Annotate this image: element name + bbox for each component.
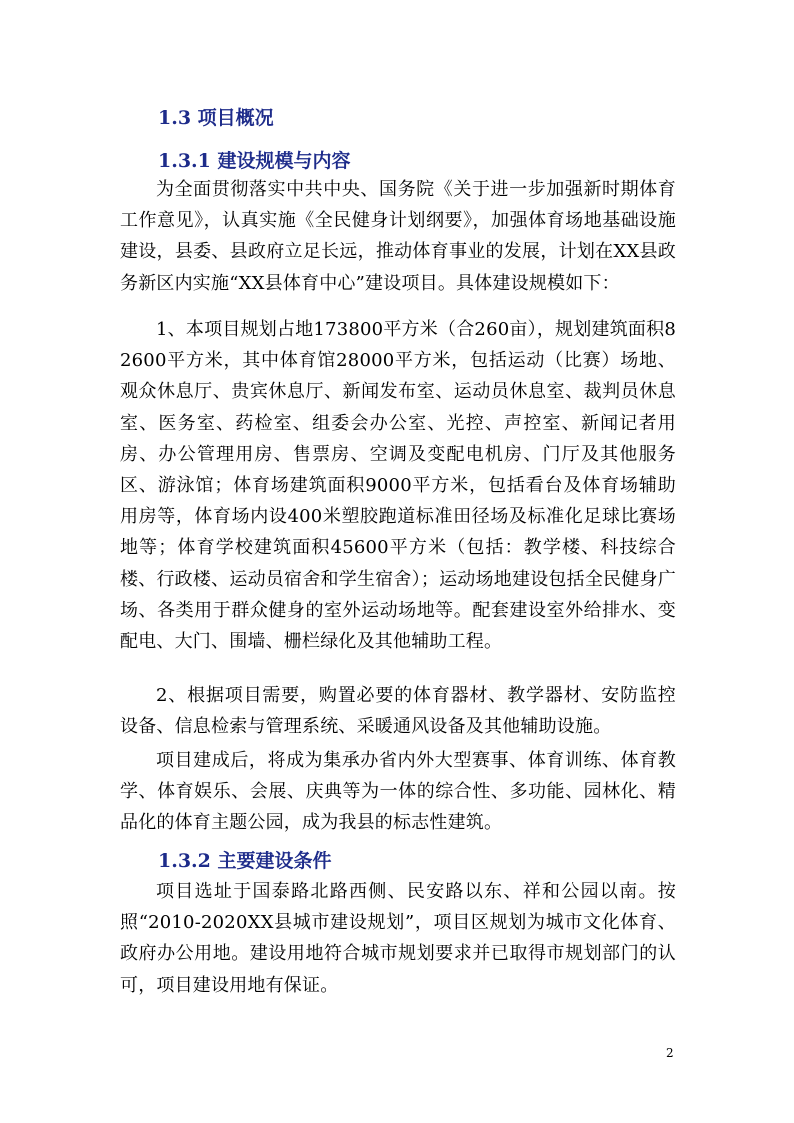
section-heading-1-3-2: 1.3.2 主要建设条件 <box>158 850 332 872</box>
paragraph-intro: 为全面贯彻落实中共中央、国务院《关于进一步加强新时期体育工作意见》，认真实施《全民健身计划纲要》，加强体育场地基础设施建设，县委、县政府立足长远，推动体育事业的发展，计划在XX县政务新区内实施“XX县体育中心”建设项目。具体建设规模如下： <box>120 179 676 294</box>
paragraph-item-1: 1、本项目规划占地173800平方米（合260亩），规划建筑面积82600平方米，其中体育馆28000平方米，包括运动（比赛）场地、观众休息厅、贵宾休息厅、新闻发布室、运动员休息室、裁判员休息室、医务室、药检室、组委会办公室、光控、声控室、新闻记者用房、办公管理用房、售票房、空调及变配电机房、门厅及其他服务区、游泳馆；体育场建筑面积9000平方米，包括看台及体育场辅助用房等，体育场内设400米塑胶跑道标准田径场及标准化足球比赛场地等；体育学校建筑面积45600平方米（包括：教学楼、科技综合楼、行政楼、运动员宿舍和学生宿舍）；运动场地建设包括全民健身广场、各类用于群众健身的室外运动场地等。配套建设室外给排水、变配电、大门、围墙、栅栏绿化及其他辅助工程。 <box>120 319 676 653</box>
page-number: 2 <box>666 1046 674 1060</box>
section-heading-1-3-1: 1.3.1 建设规模与内容 <box>158 150 351 172</box>
section-heading-1-3: 1.3 项目概况 <box>158 107 274 129</box>
paragraph-summary: 项目建成后，将成为集承办省内外大型赛事、体育训练、体育教学、体育娱乐、会展、庆典等为一体的综合性、多功能、园林化、精品化的体育主题公园，成为我县的标志性建筑。 <box>120 750 676 834</box>
paragraph-site: 项目选址于国泰路北路西侧、民安路以东、祥和公园以南。按照“2010-2020XX县城市建设规划”，项目区规划为城市文化体育、政府办公用地。建设用地符合城市规划要求并已取得市规划部门的认可，项目建设用地有保证。 <box>120 881 676 996</box>
paragraph-item-2: 2、根据项目需要，购置必要的体育器材、教学器材、安防监控设备、信息检索与管理系统、采暖通风设备及其他辅助设施。 <box>120 685 676 738</box>
